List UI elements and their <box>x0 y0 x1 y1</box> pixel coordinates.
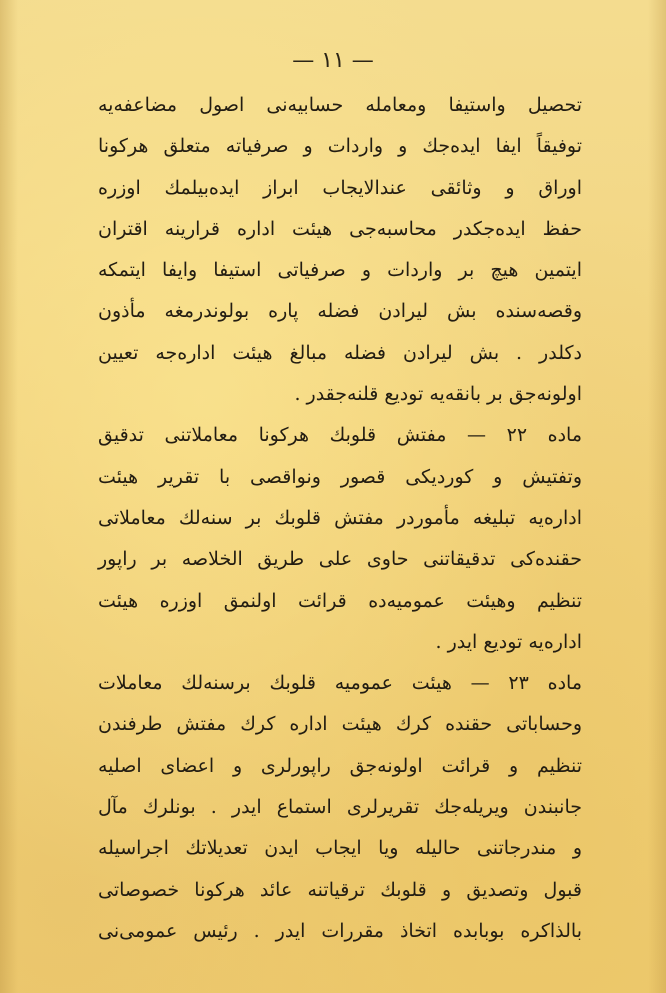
text-line: تنظیم و قرائت اولونه‌جق راپورلری و اعضای اصلیه <box>98 754 582 777</box>
article-22-heading-line: ماده ۲۲ — مفتش قلوبك هركونا معاملاتنی تدقیق <box>98 424 582 447</box>
text-line: وتفتیش و كوردیكی قصور ونواقصی با تقریر هیئت <box>98 465 582 488</box>
text-line: اوراق و وثائقی عندالایجاب ابراز ایده‌بیلمك اوزره <box>98 176 582 199</box>
text-line: و مندرجاتنی حالیله ویا ایجاب ایدن تعدیلاتك اجراسیله <box>98 837 582 860</box>
text-line: جانبندن ویریله‌جك تقریرلری استماع ایدر . بونلرك مآل <box>98 796 582 819</box>
text-line: وحساباتی حقنده كرك هیئت اداره كرك مفتش طرفندن <box>98 713 582 736</box>
text-line: اداره‌یه تبلیغه مأموردر مفتش قلوبك بر سنه‌لك معاملاتی <box>98 506 582 529</box>
text-line: حقنده‌كی تدقیقاتنی حاوی علی طریق الخلاصه بر راپور <box>98 548 582 571</box>
text-line: حفظ ایده‌جكدر محاسبه‌جی هیئت اداره قرارینه اقتران <box>98 217 582 240</box>
page-number: — ۱۱ — <box>292 48 374 73</box>
text-line: اداره‌یه تودیع ایدر . <box>435 630 582 653</box>
text-line: توفیقاً ایفا ایده‌جك و واردات و صرفیاته متعلق هركونا <box>98 135 582 158</box>
article-23-heading-line: ماده ۲۳ — هیئت عمومیه قلوبك برسنه‌لك معاملات <box>98 672 582 695</box>
text-line: ایتمین هیچ بر واردات و صرفیاتی استیفا وایفا ایتمكه <box>98 259 582 282</box>
text-line: وقصه‌سنده بش لیرادن فضله پاره بولوندرمغه مأذون <box>98 300 582 323</box>
text-line: تحصیل واستیفا ومعامله حسابیه‌نی اصول مضاعفه‌یه <box>98 94 582 116</box>
text-line: بالذاكره بوبابده اتخاذ مقررات ایدر . رئیس عمومی‌نی <box>98 919 582 942</box>
page-edge-right <box>648 0 666 993</box>
text-line: قبول وتصدیق و قلوبك ترقیاتنه عائد هركونا خصوصاتی <box>98 878 582 901</box>
text-line: اولونه‌جق بر بانقه‌یه تودیع قلنه‌جقدر . <box>294 383 582 406</box>
body-text <box>98 85 582 952</box>
text-line: تنظیم وهیئت عمومیه‌ده قرائت اولنمق اوزره هیئت <box>98 589 582 612</box>
page-edge-left <box>0 0 18 993</box>
text-line: دكلدر . بش لیرادن فضله مبالغ هیئت اداره‌جه تعیین <box>98 341 582 364</box>
